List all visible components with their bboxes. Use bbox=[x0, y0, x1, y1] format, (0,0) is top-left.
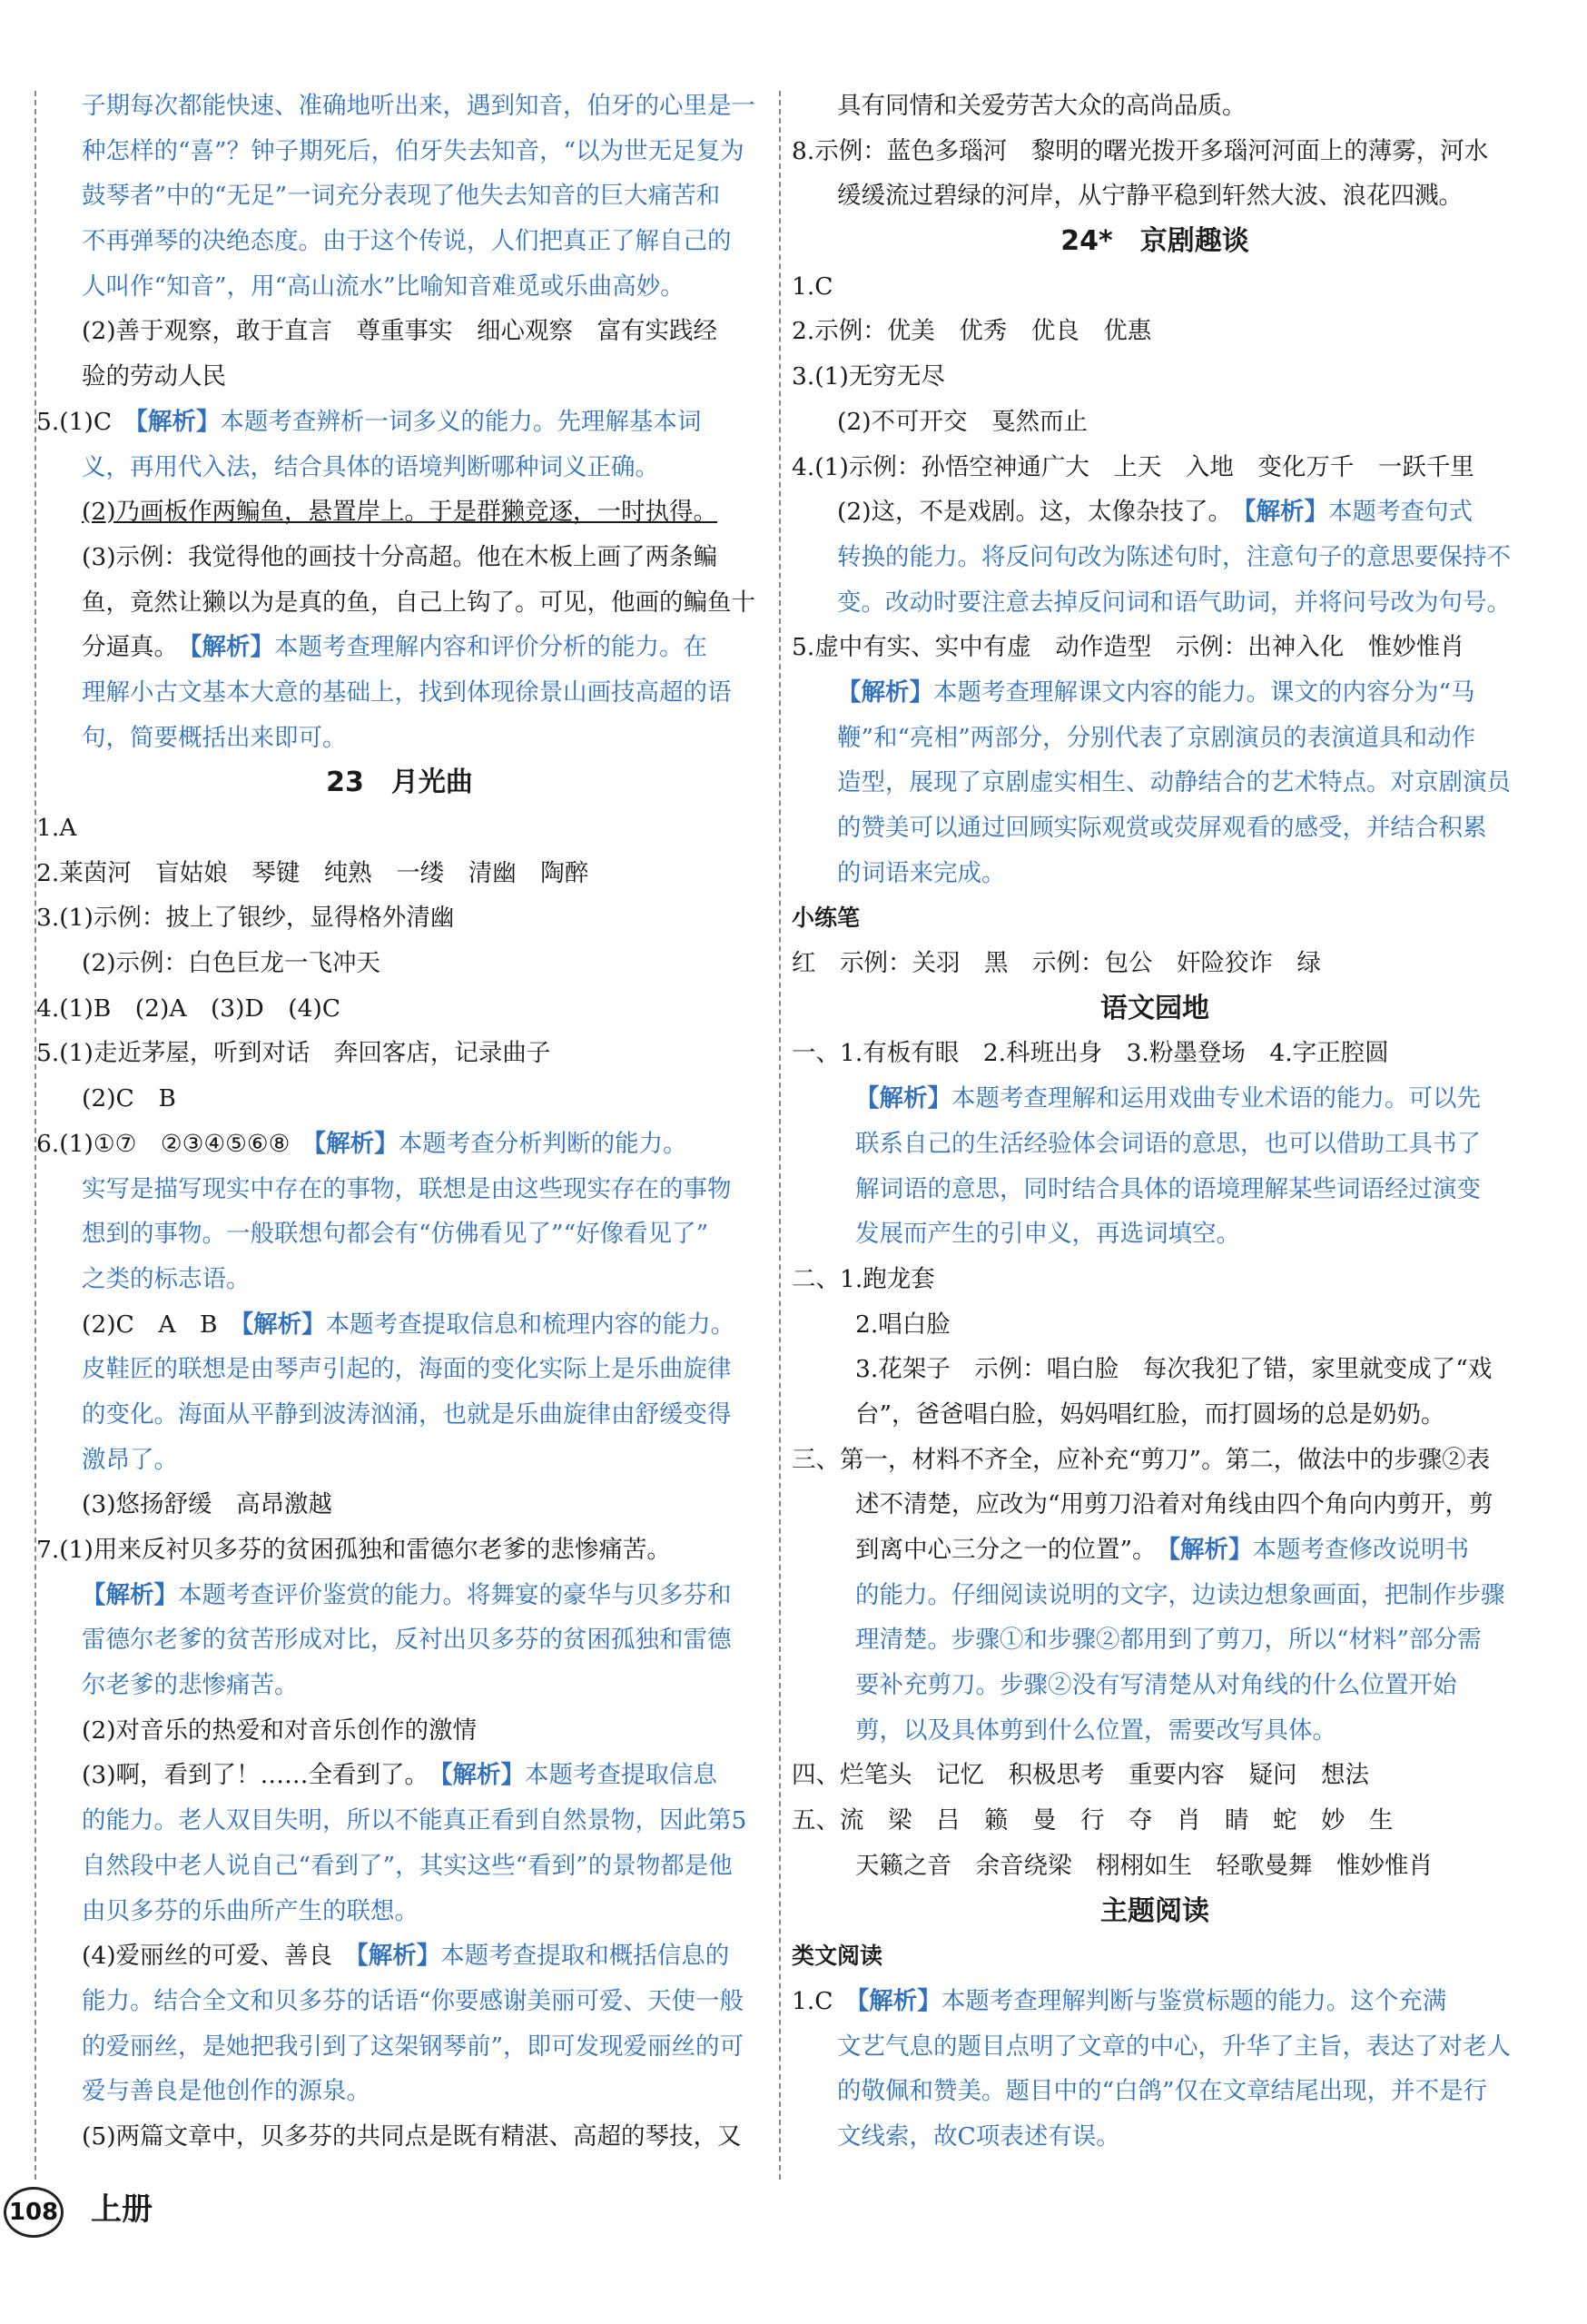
line-text: 皮鞋匠的联想是由琴声引起的，海面的变化实际上是乐曲旋律 bbox=[82, 1355, 732, 1384]
line-text: 句，简要概括出来即可。 bbox=[82, 723, 347, 752]
line-text: 实写是描写现实中存在的事物，联想是由这些现实存在的事物 bbox=[82, 1174, 732, 1203]
analysis-text: 本题考查提取信息和梳理内容的能力。 bbox=[325, 1310, 735, 1339]
line-text: 24* 京剧趣谈 bbox=[1060, 225, 1249, 258]
right-line-2 bbox=[792, 173, 1518, 219]
left-line-2 bbox=[36, 173, 763, 219]
line-text: 分逼真。 bbox=[82, 633, 191, 662]
analysis-text: 本题考查分析判断的能力。 bbox=[398, 1129, 687, 1158]
line-text: 台”，爸爸唱白脸，妈妈唱红脸，而打圆场的总是奶奶。 bbox=[855, 1399, 1445, 1429]
left-line-4 bbox=[36, 264, 763, 310]
analysis-tag: 【解析】 bbox=[1168, 1536, 1253, 1564]
line-text: 四、烂笔头 记忆 积极思考 重要内容 疑问 想法 bbox=[792, 1761, 1369, 1790]
line-text: 的变化。海面从平静到波涛汹涌，也就是乐曲旋律由舒缓变得 bbox=[82, 1399, 732, 1429]
right-line-30 bbox=[792, 1438, 1518, 1483]
analysis-text: 本题考查理解内容和评价分析的能力。在 bbox=[274, 633, 707, 662]
right-line-35 bbox=[792, 1663, 1518, 1708]
right-line-28 bbox=[792, 1347, 1518, 1392]
right-line-24 bbox=[792, 1167, 1518, 1212]
line-text: 能力。结合全文和贝多芬的话语“你要感谢美丽可爱、天使一般 bbox=[82, 1986, 744, 2015]
left-column bbox=[36, 84, 763, 2160]
right-line-43 bbox=[792, 2024, 1518, 2070]
line-text: 主题阅读 bbox=[1100, 1894, 1209, 1927]
line-text: 小练笔 bbox=[792, 905, 861, 932]
line-text: (2)不可开交 戛然而止 bbox=[837, 407, 1089, 436]
left-line-9 bbox=[36, 490, 763, 535]
analysis-tag: 【解析】 bbox=[857, 1986, 941, 2015]
line-text: 理清楚。步骤①和步骤②都用到了剪刀，所以“材料”部分需 bbox=[855, 1626, 1482, 1655]
left-line-30 bbox=[36, 1438, 763, 1483]
line-text: 鼓琴者”中的“无足”一词充分表现了他失去知音的巨大痛苦和 bbox=[82, 182, 721, 211]
left-line-21 bbox=[36, 1031, 763, 1076]
left-line-10 bbox=[36, 535, 763, 580]
line-text: 4.(1)B (2)A (3)D (4)C bbox=[36, 994, 341, 1023]
line-text: 鱼，竟然让獭以为是真的鱼，自己上钩了。可见，他画的鳊鱼十 bbox=[82, 588, 755, 617]
left-line-19 bbox=[36, 941, 763, 986]
line-text: (2)对音乐的热爱和对音乐创作的激情 bbox=[82, 1716, 478, 1745]
right-line-7 bbox=[792, 400, 1518, 445]
right-line-36 bbox=[792, 1708, 1518, 1754]
line-text: 1.C bbox=[792, 1986, 858, 2015]
line-text: 的赞美可以通过回顾实际观赏或荧屏观看的感受，并结合积累 bbox=[837, 814, 1487, 842]
line-text: 文线索，故C项表述有误。 bbox=[837, 2121, 1120, 2151]
analysis-text: 本题考查提取和概括信息的 bbox=[440, 1942, 730, 1971]
right-line-40 bbox=[792, 1889, 1518, 1934]
line-text: 的能力。老人双目失明，所以不能真正看到自然景物，因此第5 bbox=[82, 1806, 747, 1835]
line-text: 爱与善良是他创作的源泉。 bbox=[82, 2077, 370, 2106]
left-line-24 bbox=[36, 1167, 763, 1212]
line-text: 2.莱茵河 盲姑娘 琴键 纯熟 一缕 清幽 陶醉 bbox=[36, 858, 589, 887]
line-text: 3.(1)示例：披上了银纱，显得格外清幽 bbox=[36, 904, 455, 933]
line-text: 激昂了。 bbox=[82, 1445, 178, 1474]
right-line-10 bbox=[792, 535, 1518, 580]
line-text: 由贝多芬的乐曲所产生的联想。 bbox=[82, 1896, 419, 1925]
right-line-12 bbox=[792, 625, 1518, 670]
left-line-3 bbox=[36, 219, 763, 264]
line-text: 23 月光曲 bbox=[326, 766, 473, 799]
analysis-text: 本题考查理解和运用戏曲专业术语的能力。可以先 bbox=[951, 1084, 1481, 1113]
left-line-7 bbox=[36, 400, 763, 445]
line-text: 发展而产生的引申义，再选词填空。 bbox=[855, 1220, 1240, 1249]
line-text: 联系自己的生活经验体会词语的意思，也可以借助工具书了 bbox=[855, 1129, 1481, 1158]
right-line-26 bbox=[792, 1257, 1518, 1302]
line-text: 天籁之音 余音绕梁 栩栩如生 轻歌曼舞 惟妙惟肖 bbox=[855, 1851, 1433, 1880]
line-text: 的敬佩和赞美。题目中的“白鸽”仅在文章结尾出现，并不是行 bbox=[837, 2077, 1488, 2106]
page-number: 108 bbox=[4, 2187, 64, 2238]
analysis-text: 本题考查辨析一词多义的能力。先理解基本词 bbox=[220, 407, 702, 436]
right-line-25 bbox=[792, 1211, 1518, 1257]
right-line-29 bbox=[792, 1392, 1518, 1438]
line-text: 6.(1)①⑦ ②③④⑤⑥⑧ bbox=[36, 1129, 314, 1158]
left-line-13 bbox=[36, 670, 763, 716]
right-line-23 bbox=[792, 1122, 1518, 1167]
line-text: (4)爱丽丝的可爱、善良 bbox=[82, 1942, 357, 1971]
line-text: 之类的标志语。 bbox=[82, 1264, 251, 1293]
line-text: 1.C bbox=[792, 272, 833, 301]
analysis-tag: 【解析】 bbox=[135, 407, 221, 436]
left-line-25 bbox=[36, 1211, 763, 1257]
left-line-42 bbox=[36, 1979, 763, 2024]
line-text: 尔老爹的悲惨痛苦。 bbox=[82, 1671, 299, 1700]
volume-label: 上册 bbox=[91, 2191, 153, 2228]
line-text: (2)C A B bbox=[82, 1310, 242, 1339]
right-line-21 bbox=[792, 1031, 1518, 1076]
left-line-5 bbox=[36, 309, 763, 354]
left-line-8 bbox=[36, 445, 763, 490]
line-text: 子期每次都能快速、准确地听出来，遇到知音，伯牙的心里是一 bbox=[82, 92, 755, 120]
right-line-0 bbox=[792, 84, 1518, 129]
left-line-36 bbox=[36, 1708, 763, 1754]
left-line-12 bbox=[36, 625, 763, 670]
right-line-18 bbox=[792, 895, 1518, 941]
line-text: (3)示例：我觉得他的画技十分高超。他在木板上画了两条鳊 bbox=[82, 542, 718, 571]
right-line-4 bbox=[792, 264, 1518, 310]
line-text: 剪，以及具体剪到什么位置，需要改写具体。 bbox=[855, 1716, 1336, 1745]
left-line-40 bbox=[36, 1889, 763, 1934]
line-text: 义，再用代入法，结合具体的语境判断哪种词义正确。 bbox=[82, 452, 659, 481]
line-text: 文艺气息的题目点明了文章的中心，升华了主旨，表达了对老人 bbox=[837, 2032, 1511, 2061]
left-line-33 bbox=[36, 1573, 763, 1618]
left-line-17 bbox=[36, 851, 763, 896]
line-text: 述不清楚，应改为“用剪刀沿着对角线由四个角向内剪开，剪 bbox=[855, 1490, 1493, 1519]
analysis-text: 本题考查修改说明书 bbox=[1252, 1536, 1470, 1564]
line-text: 7.(1)用来反衬贝多芬的贫困孤独和雷德尔老爹的悲惨痛苦。 bbox=[36, 1536, 671, 1564]
line-text: 缓缓流过碧绿的河岸，从宁静平稳到轩然大波、浪花四溅。 bbox=[837, 182, 1463, 211]
line-text: 到离中心三分之一的位置”。 bbox=[855, 1536, 1168, 1564]
line-text: 4.(1)示例：孙悟空神通广大 上天 入地 变化万千 一跃千里 bbox=[792, 452, 1474, 481]
line-text: 验的劳动人民 bbox=[82, 362, 226, 391]
right-line-44 bbox=[792, 2069, 1518, 2114]
right-line-13 bbox=[792, 670, 1518, 716]
right-line-32 bbox=[792, 1528, 1518, 1573]
left-line-15 bbox=[36, 760, 763, 806]
left-line-11 bbox=[36, 580, 763, 626]
line-text: 8.示例：蓝色多瑙河 黎明的曙光拨开多瑙河河面上的薄雾，河水 bbox=[792, 136, 1489, 165]
left-line-38 bbox=[36, 1798, 763, 1844]
left-line-28 bbox=[36, 1347, 763, 1392]
line-text: 一、1.有板有眼 2.科班出身 3.粉墨登场 4.字正腔圆 bbox=[792, 1039, 1389, 1068]
line-text: 雷德尔老爹的贫苦形成对比，反衬出贝多芬的贫困孤独和雷德 bbox=[82, 1626, 732, 1655]
left-line-20 bbox=[36, 986, 763, 1032]
left-line-23 bbox=[36, 1122, 763, 1167]
right-line-39 bbox=[792, 1844, 1518, 1889]
line-text: 5.(1)走近茅屋，听到对话 奔回客店，记录曲子 bbox=[36, 1039, 551, 1068]
analysis-tag: 【解析】 bbox=[855, 1084, 951, 1113]
analysis-tag: 【解析】 bbox=[1244, 498, 1329, 527]
left-line-1 bbox=[36, 129, 763, 174]
line-text: 5.虚中有实、实中有虚 动作造型 示例：出神入化 惟妙惟肖 bbox=[792, 633, 1464, 662]
line-text: 类文阅读 bbox=[792, 1943, 883, 1970]
right-line-3 bbox=[792, 219, 1518, 264]
line-text: (3)悠扬舒缓 高昂激越 bbox=[82, 1490, 333, 1519]
analysis-text: 本题考查理解判断与鉴赏标题的能力。这个充满 bbox=[941, 1986, 1447, 2015]
right-line-22 bbox=[792, 1076, 1518, 1122]
right-line-42 bbox=[792, 1979, 1518, 2024]
line-text: 的能力。仔细阅读说明的文字，边读边想象画面，把制作步骤 bbox=[855, 1580, 1505, 1609]
line-text: 种怎样的“喜”？钟子期死后，伯牙失去知音，“以为世无足复为 bbox=[82, 136, 744, 165]
line-text: (2)乃画板作两鳊鱼，悬置岸上。于是群獭竞逐，一时执得。 bbox=[82, 498, 718, 527]
right-line-27 bbox=[792, 1302, 1518, 1348]
analysis-tag: 【解析】 bbox=[313, 1129, 399, 1158]
analysis-tag: 【解析】 bbox=[837, 677, 933, 707]
left-line-37 bbox=[36, 1753, 763, 1798]
left-line-18 bbox=[36, 895, 763, 941]
analysis-tag: 【解析】 bbox=[241, 1310, 326, 1339]
left-line-41 bbox=[36, 1933, 763, 1979]
right-line-6 bbox=[792, 354, 1518, 400]
right-line-11 bbox=[792, 580, 1518, 626]
analysis-tag: 【解析】 bbox=[440, 1761, 526, 1790]
left-line-39 bbox=[36, 1844, 763, 1889]
line-text: (5)两篇文章中，贝多芬的共同点是既有精湛、高超的琴技，又 bbox=[82, 2121, 742, 2151]
column-divider bbox=[779, 91, 781, 2180]
left-line-22 bbox=[36, 1076, 763, 1122]
right-line-33 bbox=[792, 1573, 1518, 1618]
left-line-32 bbox=[36, 1528, 763, 1573]
right-line-1 bbox=[792, 129, 1518, 174]
left-line-35 bbox=[36, 1663, 763, 1708]
analysis-tag: 【解析】 bbox=[82, 1580, 178, 1609]
right-line-41 bbox=[792, 1933, 1518, 1979]
line-text: 理解小古文基本大意的基础上，找到体现徐景山画技高超的语 bbox=[82, 677, 732, 707]
right-line-38 bbox=[792, 1798, 1518, 1844]
line-text: 3.(1)无穷无尽 bbox=[792, 362, 945, 391]
right-column bbox=[792, 84, 1518, 2160]
left-line-45 bbox=[36, 2114, 763, 2160]
line-text: 要补充剪刀。步骤②没有写清楚从对角线的什么位置开始 bbox=[855, 1671, 1457, 1700]
line-text: 三、第一，材料不齐全，应补充“剪刀”。第二，做法中的步骤②表 bbox=[792, 1445, 1491, 1474]
left-line-14 bbox=[36, 716, 763, 761]
line-text: (2)这，不是戏剧。这，太像杂技了。 bbox=[837, 498, 1245, 527]
left-line-44 bbox=[36, 2069, 763, 2114]
right-line-19 bbox=[792, 941, 1518, 986]
left-line-0 bbox=[36, 84, 763, 129]
line-text: 二、1.跑龙套 bbox=[792, 1264, 935, 1293]
line-text: 1.A bbox=[36, 814, 77, 842]
analysis-tag: 【解析】 bbox=[190, 633, 274, 662]
line-text: (3)啊，看到了！……全看到了。 bbox=[82, 1761, 441, 1790]
line-text: 2.唱白脸 bbox=[855, 1310, 951, 1339]
analysis-tag: 【解析】 bbox=[356, 1942, 441, 1971]
analysis-text: 本题考查提取信息 bbox=[525, 1761, 718, 1790]
left-line-6 bbox=[36, 354, 763, 400]
right-line-8 bbox=[792, 445, 1518, 490]
right-line-16 bbox=[792, 806, 1518, 851]
line-text: 造型，展现了京剧虚实相生、动静结合的艺术特点。对京剧演员 bbox=[837, 768, 1511, 797]
left-line-26 bbox=[36, 1257, 763, 1302]
right-line-45 bbox=[792, 2114, 1518, 2160]
line-text: 语文园地 bbox=[1100, 992, 1209, 1024]
right-line-15 bbox=[792, 760, 1518, 806]
right-line-20 bbox=[792, 986, 1518, 1032]
line-text: 自然段中老人说自己“看到了”，其实这些“看到”的景物都是他 bbox=[82, 1851, 733, 1880]
line-text: 的爱丽丝，是她把我引到了这架钢琴前”，即可发现爱丽丝的可 bbox=[82, 2032, 744, 2061]
right-line-37 bbox=[792, 1753, 1518, 1798]
line-text: 五、流 梁 吕 籁 曼 行 夺 肖 睛 蛇 妙 生 bbox=[792, 1806, 1394, 1835]
analysis-text: 本题考查句式 bbox=[1328, 498, 1474, 527]
line-text: 不再弹琴的决绝态度。由于这个传说，人们把真正了解自己的 bbox=[82, 227, 732, 256]
left-line-27 bbox=[36, 1302, 763, 1348]
line-text: 变。改动时要注意去掉反问词和语气助词，并将问号改为句号。 bbox=[837, 588, 1511, 617]
analysis-text: 本题考查理解课文内容的能力。课文的内容分为“马 bbox=[933, 677, 1475, 707]
left-line-34 bbox=[36, 1617, 763, 1663]
right-line-9 bbox=[792, 490, 1518, 535]
line-text: (2)C B bbox=[82, 1084, 176, 1113]
right-line-5 bbox=[792, 309, 1518, 354]
left-line-31 bbox=[36, 1482, 763, 1528]
right-line-34 bbox=[792, 1617, 1518, 1663]
line-text: 人叫作“知音”，用“高山流水”比喻知音难觅或乐曲高妙。 bbox=[82, 272, 685, 301]
line-text: 转换的能力。将反问句改为陈述句时，注意句子的意思要保持不 bbox=[837, 542, 1511, 571]
line-text: 想到的事物。一般联想句都会有“仿佛看见了”“好像看见了” bbox=[82, 1220, 709, 1249]
line-text: 红 示例：关羽 黑 示例：包公 奸险狡诈 绿 bbox=[792, 949, 1321, 978]
left-line-16 bbox=[36, 806, 763, 851]
left-line-29 bbox=[36, 1392, 763, 1438]
line-text: 的词语来完成。 bbox=[837, 858, 1006, 887]
line-text: 2.示例：优美 优秀 优良 优惠 bbox=[792, 317, 1152, 346]
analysis-text: 本题考查评价鉴赏的能力。将舞宴的豪华与贝多芬和 bbox=[178, 1580, 732, 1609]
line-text: (2)善于观察，敢于直言 尊重事实 细心观察 富有实践经 bbox=[82, 317, 718, 346]
line-text: 5.(1)C bbox=[36, 407, 136, 436]
line-text: 解词语的意思，同时结合具体的语境理解某些词语经过演变 bbox=[855, 1174, 1481, 1203]
right-line-31 bbox=[792, 1482, 1518, 1528]
line-text: 具有同情和关爱劳苦大众的高尚品质。 bbox=[837, 92, 1247, 120]
line-text: (2)示例：白色巨龙一飞冲天 bbox=[82, 949, 381, 978]
left-line-43 bbox=[36, 2024, 763, 2070]
right-line-14 bbox=[792, 716, 1518, 761]
line-text: 3.花架子 示例：唱白脸 每次我犯了错，家里就变成了“戏 bbox=[855, 1355, 1493, 1384]
right-line-17 bbox=[792, 851, 1518, 896]
line-text: 鞭”和“亮相”两部分，分别代表了京剧演员的表演道具和动作 bbox=[837, 723, 1476, 752]
